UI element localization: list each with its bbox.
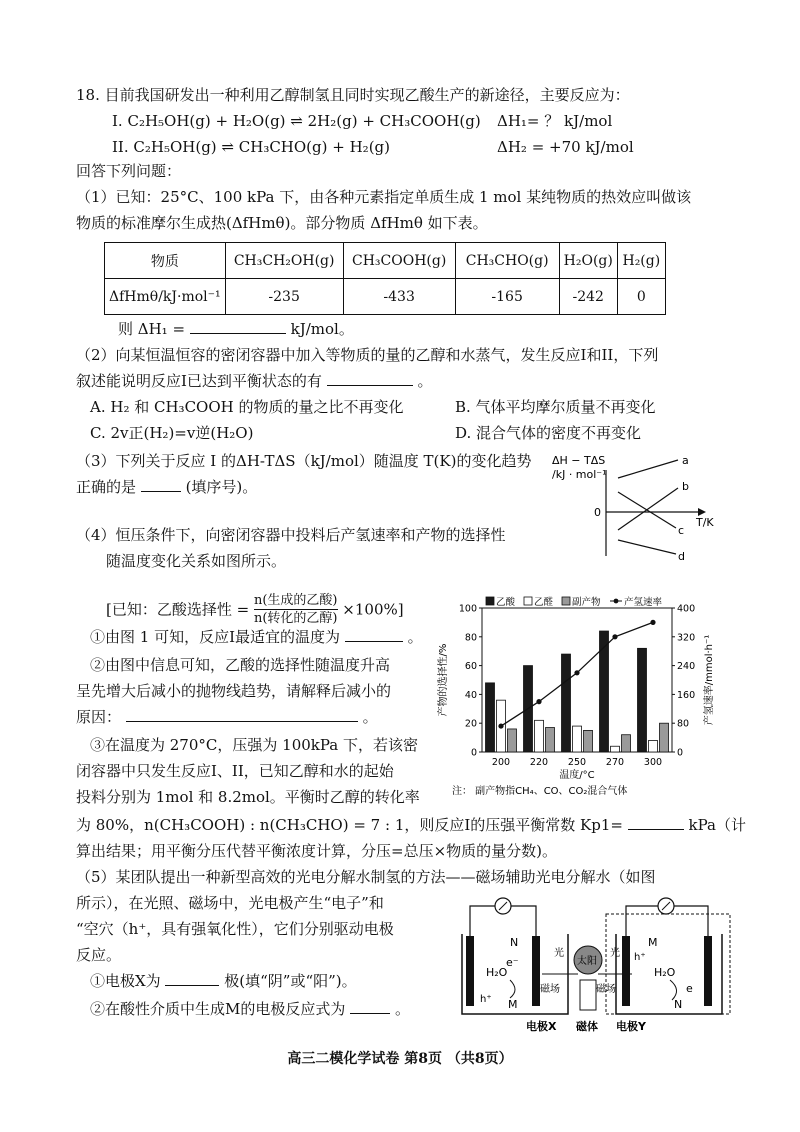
bar-1 <box>638 648 647 752</box>
rate-point <box>536 699 541 704</box>
part1-ask-unit: kJ/mol。 <box>290 320 354 338</box>
reaction-2: II. C₂H₅OH(g) ⇌ CH₃CHO(g) + H₂(g) <box>112 138 390 156</box>
y-tick-label: 20 <box>464 718 477 730</box>
part4-q3-line4 <box>76 814 746 836</box>
counter-electrode-right <box>704 936 712 1006</box>
label-h2o-left: H₂O <box>486 966 508 979</box>
bar-3 <box>546 728 555 752</box>
label-electrode-x: 电极X <box>526 1020 557 1033</box>
y-tick-label: 60 <box>464 661 477 673</box>
y-axis-label: 产物的选择性/% <box>438 643 449 717</box>
x-axis-label: 温度/°C <box>559 770 595 781</box>
bar-2 <box>535 720 544 752</box>
answer-blank[interactable] <box>350 998 390 1014</box>
formula-lead: [已知：乙酸选择性 = <box>106 600 250 619</box>
part2-line2 <box>76 370 433 392</box>
part4-q1-text: ①由图 1 可知，反应I最适宜的温度为 <box>90 628 341 646</box>
table-cell: H₂O(g) <box>559 243 617 279</box>
formula-tail: ×100%] <box>342 600 404 619</box>
y-tick-label: 40 <box>464 689 477 701</box>
fig3-line-d <box>618 540 676 554</box>
legend-label: 乙醛 <box>534 597 554 608</box>
formula-fraction <box>254 592 338 627</box>
counter-electrode-left <box>466 936 474 1006</box>
bar-3 <box>660 723 669 752</box>
part2-line2-text: 叙述能说明反应I已达到平衡状态的有 <box>76 372 322 390</box>
bar-1 <box>600 631 609 752</box>
fig3-ylabel: ΔH − TΔS <box>552 454 606 467</box>
bar-3 <box>584 730 593 752</box>
photoelectrolysis-diagram <box>440 884 736 1036</box>
label-m-right: M <box>648 936 658 949</box>
x-tick-label: 200 <box>491 757 511 768</box>
acid-selectivity-formula <box>106 592 404 627</box>
label-e-left: e⁻ <box>506 956 519 969</box>
part4-q3-line3: 投料分别为 1mol 和 8.2mol。平衡时乙醇的转化率 <box>76 788 420 806</box>
label-field-right: 磁场 <box>596 984 616 995</box>
legend-label: 产氢速率 <box>624 597 663 608</box>
fraction-numerator: n(生成的乙酸) <box>253 593 338 608</box>
option-b: B. 气体平均摩尔质量不再变化 <box>455 398 656 416</box>
table-cell: 0 <box>617 279 665 315</box>
table-cell: -242 <box>559 279 617 315</box>
part3-line2 <box>76 476 257 498</box>
answer-blank[interactable] <box>141 476 181 492</box>
label-h-right: h⁺ <box>634 952 646 963</box>
part1-line2: 物质的标准摩尔生成热(ΔfHmθ)。部分物质 ΔfHmθ 如下表。 <box>76 214 488 232</box>
bar-3 <box>622 735 631 752</box>
table-cell: H₂(g) <box>617 243 665 279</box>
bar-2 <box>649 740 658 752</box>
part3-line2-text: 正确的是 <box>76 478 137 496</box>
option-d: D. 混合气体的密度不再变化 <box>455 424 642 442</box>
option-c: C. 2v正(H₂)=v逆(H₂O) <box>90 424 254 442</box>
chart-note: 注： 副产物指CH₄、CO、CO₂混合气体 <box>452 786 628 797</box>
fig3-label-a: a <box>682 454 689 467</box>
answer-blank[interactable] <box>165 970 219 986</box>
fig3-xlabel: T/K <box>696 516 714 529</box>
reaction-1: I. C₂H₅OH(g) + H₂O(g) ⇌ 2H₂(g) + CH₃COOH(g) <box>112 112 481 130</box>
selectivity-chart <box>432 594 722 802</box>
part4-q3-line2: 闭容器中只发生反应I、II，已知乙醇和水的起始 <box>76 762 394 780</box>
fraction-denominator: n(转化的乙醇) <box>253 611 338 626</box>
table-row <box>105 279 666 315</box>
x-tick-label: 270 <box>605 757 625 768</box>
part1-ask-text: 则 ΔH₁ = <box>118 320 186 338</box>
label-h2o-right: H₂O <box>654 966 676 979</box>
x-tick-label: 300 <box>643 757 663 768</box>
part3-line1: （3）下列关于反应 I 的ΔH-TΔS（kJ/mol）随温度 T(K)的变化趋势 <box>76 452 532 470</box>
part5-q2 <box>90 998 410 1020</box>
y-tick-label: 0 <box>470 747 477 759</box>
electrode-x <box>532 936 540 1006</box>
table-cell: -165 <box>455 279 559 315</box>
label-magnet: 磁体 <box>576 1020 598 1033</box>
fig3-line-a <box>618 460 678 478</box>
part4-q1 <box>90 626 423 648</box>
part5-line2: 所示），在光照、磁场中，光电极产生“电子”和 <box>76 894 384 912</box>
y2-tick-label: 0 <box>677 747 684 759</box>
fig3-label-b: b <box>682 480 689 493</box>
part4-q1-end: 。 <box>407 628 423 646</box>
reaction-2-enthalpy: ΔH₂ = +70 kJ/mol <box>497 138 634 156</box>
fig3-label-c: c <box>678 524 685 537</box>
magnet-block <box>580 980 596 1010</box>
answer-blank[interactable] <box>345 626 403 642</box>
question-heading: 18. 目前我国研发出一种利用乙醇制氢且同时实现乙酸生产的新途径，主要反应为： <box>76 86 630 104</box>
part5-q1-end: 极(填“阴”或“阳”)。 <box>224 972 357 990</box>
cycle-arrow-icon <box>670 980 677 1000</box>
label-m-left: M <box>508 998 518 1011</box>
table-cell: ΔfHmθ/kJ·mol⁻¹ <box>105 279 226 315</box>
table-cell: 物质 <box>105 243 226 279</box>
part4-q3-line4-end: kPa（计 <box>688 816 746 834</box>
part4-q3-line1: ③在温度为 270°C，压强为 100kPa 下，若该密 <box>90 736 418 754</box>
part5-q1-text: ①电极X为 <box>90 972 161 990</box>
y2-tick-label: 160 <box>677 689 696 701</box>
part5-q1 <box>90 970 357 992</box>
chart-marks <box>436 596 715 797</box>
part1-line1: （1）已知：25°C、100 kPa 下，由各种元素指定单质生成 1 mol 某纯物质的热效应叫做该 <box>76 188 692 206</box>
bar-2 <box>573 726 582 752</box>
y2-tick-label: 240 <box>677 661 696 673</box>
fig3-origin: 0 <box>594 506 601 519</box>
delta-g-figure <box>548 448 728 566</box>
bar-2 <box>611 746 620 752</box>
legend-swatch <box>486 597 494 605</box>
label-n-left: N <box>510 936 519 949</box>
part1-ask <box>118 318 354 340</box>
label-field-left: 磁场 <box>540 984 560 995</box>
rate-point <box>612 634 617 639</box>
part5-q2-text: ②在酸性介质中生成M的电极反应式为 <box>90 1000 346 1018</box>
label-n-right: N <box>674 998 683 1011</box>
label-light-right: 光 <box>610 948 620 959</box>
y-tick-label: 100 <box>458 603 477 615</box>
table-cell: CH₃COOH(g) <box>343 243 455 279</box>
rate-point <box>574 670 579 675</box>
part5-q2-end: 。 <box>394 1000 410 1018</box>
y2-tick-label: 80 <box>677 718 690 730</box>
answer-blank[interactable] <box>190 318 286 334</box>
cycle-arrow-icon <box>510 980 515 998</box>
part4-q2-line3-text: 原因： <box>76 708 122 726</box>
legend-swatch <box>562 597 570 605</box>
electrode-y <box>622 936 630 1006</box>
enthalpy-table <box>104 242 666 315</box>
answer-blank[interactable] <box>628 814 684 830</box>
reaction-1-enthalpy: ΔH₁= ？ kJ/mol <box>497 112 613 130</box>
part5-line3: “空穴（h⁺，具有强氧化性），它们分别驱动电极 <box>76 920 394 938</box>
part4-q2-line1: ②由图中信息可知，乙酸的选择性随温度升高 <box>90 656 391 674</box>
option-a: A. H₂ 和 CH₃COOH 的物质的量之比不再变化 <box>90 398 404 416</box>
answer-intro: 回答下列问题： <box>76 162 182 180</box>
label-e-right: e <box>686 982 693 995</box>
part4-q3-line4-text: 为 80%，n(CH₃COOH) : n(CH₃CHO) = 7 : 1，则反应I的压强平衡常数 Kp1= <box>76 816 623 834</box>
part4-line1: （4）恒压条件下，向密闭容器中投料后产氢速率和产物的选择性 <box>76 526 506 544</box>
part4-q2-line2: 呈先增大后减小的抛物线趋势，请解释后减小的 <box>76 682 392 700</box>
fig3-yunit: /kJ · mol⁻¹ <box>552 468 607 481</box>
table-cell: -433 <box>343 279 455 315</box>
page-footer: 高三二模化学试卷 第8页 （共8页） <box>287 1051 513 1067</box>
label-sun: 太阳 <box>577 956 597 967</box>
part4-line2: 随温度变化关系如图所示。 <box>106 552 287 570</box>
y2-tick-label: 400 <box>677 603 696 615</box>
legend-point <box>614 599 619 604</box>
bar-1 <box>486 683 495 752</box>
table-cell: CH₃CH₂OH(g) <box>225 243 343 279</box>
x-tick-label: 220 <box>529 757 549 768</box>
bar-1 <box>562 654 571 752</box>
legend-swatch <box>524 597 532 605</box>
answer-blank[interactable] <box>126 706 358 722</box>
x-tick-label: 250 <box>567 757 587 768</box>
part4-q2-line3-end: 。 <box>362 708 378 726</box>
arrow-icon <box>698 508 706 516</box>
part5-line1: （5）某团队提出一种新型高效的光电分解水制氢的方法——磁场辅助光电分解水（如图 <box>76 868 656 886</box>
label-light-left: 光 <box>554 948 564 959</box>
rate-point <box>650 620 655 625</box>
label-electrode-y: 电极Y <box>616 1020 646 1033</box>
part3-line2-end: (填序号)。 <box>185 478 258 496</box>
table-row <box>105 243 666 279</box>
bar-3 <box>508 729 517 752</box>
part4-q3-line5: 算出结果；用平衡分压代替平衡浓度计算，分压=总压×物质的量分数)。 <box>76 842 557 860</box>
y-tick-label: 80 <box>464 632 477 644</box>
answer-blank[interactable] <box>327 370 413 386</box>
legend-label: 乙酸 <box>496 597 516 608</box>
part4-q2-line3 <box>76 706 378 728</box>
fig3-line-c <box>618 492 676 528</box>
part2-line1: （2）向某恒温恒容的密闭容器中加入等物质的量的乙醇和水蒸气，发生反应I和II，下列 <box>76 346 659 364</box>
label-h-left: h⁺ <box>480 994 492 1005</box>
table-cell: CH₃CHO(g) <box>455 243 559 279</box>
part5-line4: 反应。 <box>76 946 122 964</box>
table-cell: -235 <box>225 279 343 315</box>
part2-line2-end: 。 <box>417 372 433 390</box>
rate-point <box>498 723 503 728</box>
y2-tick-label: 320 <box>677 632 696 644</box>
legend-label: 副产物 <box>572 597 601 608</box>
y2-axis-label: 产氢速率/mmol·h⁻¹ <box>704 634 715 726</box>
fig3-label-d: d <box>678 550 685 563</box>
